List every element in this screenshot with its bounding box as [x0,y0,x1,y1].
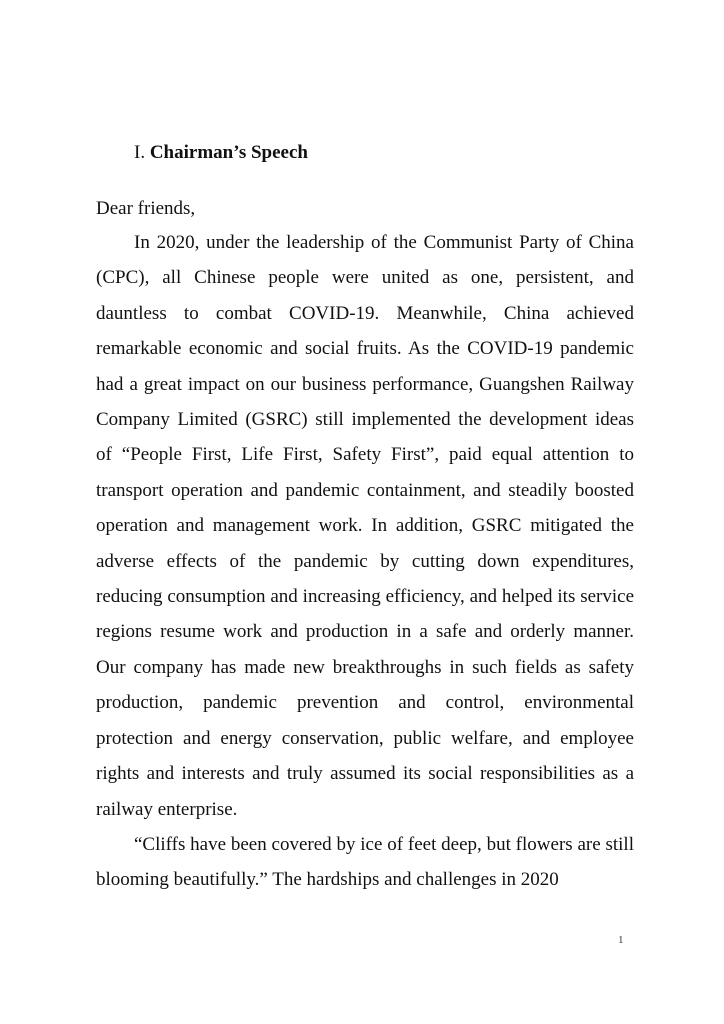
page-number: 1 [618,934,624,946]
section-heading [134,142,308,164]
paragraph-1: In 2020, under the leadership of the Communist Party of China (CPC), all Chinese people were united as one, persistent, and dauntless to combat COVID-19. Meanwhile, China achieved remarkable economic and social fruits. As the COVID-19 pandemic had a great impact on our business performance, Guangshen Railway Company Limited (GSRC) still implemented the development ideas of “People First, Life First, Safety First”, paid equal attention to transport operation and pandemic containment, and steadily boosted operation and management work. In addition, GSRC mitigated the adverse effects of the pandemic by cutting down expenditures, reducing consumption and increasing efficiency, and helped its service regions resume work and production in a safe and orderly manner. Our company has made new breakthroughs in such fields as safety production, pandemic prevention and control, environmental protection and energy conservation, public welfare, and employee rights and interests and truly assumed its social responsibilities as a railway enterprise. [96,232,634,820]
paragraph-2: “Cliffs have been covered by ice of feet deep, but flowers are still blooming beautifully.” The hardships and challenges in 2020 [96,833,634,891]
salutation: Dear friends, [96,198,196,219]
section-number: I. [134,142,146,163]
section-title: Chairman’s Speech [149,142,308,163]
body-text [96,225,634,898]
